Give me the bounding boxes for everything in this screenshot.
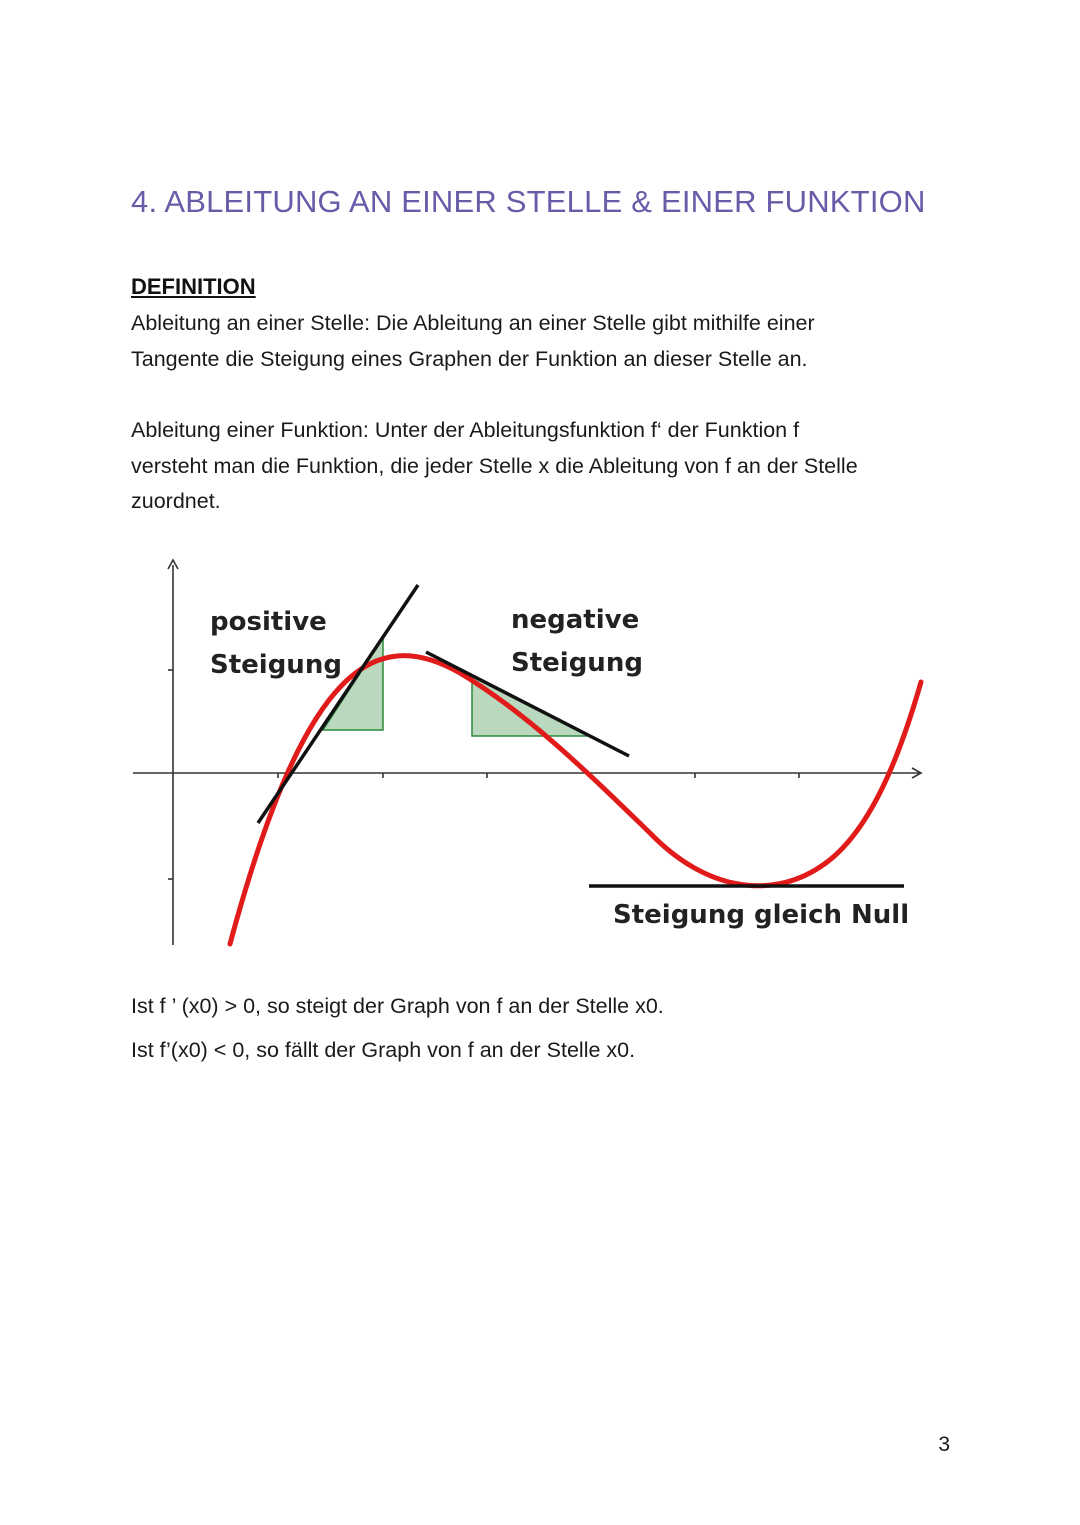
label-positive-slope (210, 601, 342, 687)
page-heading: 4. ABLEITUNG AN EINER STELLE & EINER FUNKTION (131, 184, 926, 219)
label-zero-slope: Steigung gleich Null (613, 900, 910, 930)
rule-increasing: Ist f ’ (x0) > 0, so steigt der Graph von f an der Stelle x0. (131, 994, 664, 1018)
slope-illustration (130, 555, 930, 950)
label-line: Steigung (511, 648, 643, 678)
section-label-definition: DEFINITION (131, 274, 256, 299)
label-line: negative (511, 605, 640, 635)
page-number: 3 (938, 1433, 950, 1456)
definition-paragraph-funktion (131, 413, 931, 520)
definition-paragraph-stelle (131, 306, 931, 377)
paragraph-line: Ableitung an einer Stelle: Die Ableitung an einer Stelle gibt mithilfe einer (131, 311, 815, 335)
paragraph-line: zuordnet. (131, 489, 221, 513)
rule-decreasing: Ist f’(x0) < 0, so fällt der Graph von f an der Stelle x0. (131, 1038, 636, 1062)
paragraph-line: Tangente die Steigung eines Graphen der Funktion an dieser Stelle an. (131, 346, 808, 371)
label-line: positive (210, 607, 327, 637)
paragraph-line: versteht man die Funktion, die jeder Stelle x die Ableitung von f an der Stelle (131, 453, 858, 478)
paragraph-line: Ableitung einer Funktion: Unter der Ableitungsfunktion f‘ der Funktion f (131, 418, 800, 442)
label-negative-slope (511, 599, 643, 685)
label-line: Steigung (210, 650, 342, 680)
